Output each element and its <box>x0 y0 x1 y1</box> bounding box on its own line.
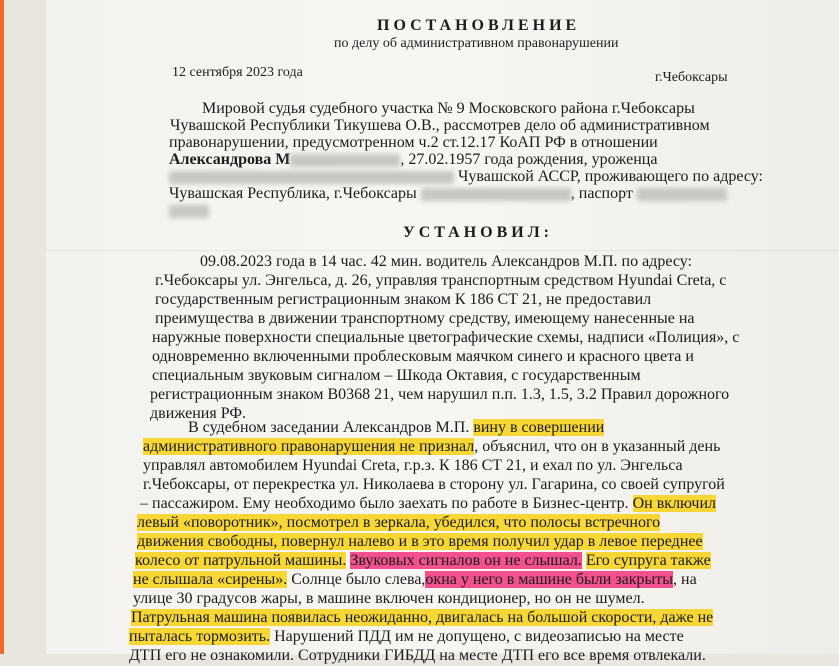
court-line: ДТП его не ознакомили. Сотрудники ГИБДД на месте ДТП его все время отвлекали. <box>129 647 706 664</box>
intro-line <box>169 184 727 204</box>
left-accent-bar <box>0 0 4 654</box>
highlight-yellow: левый «поворотник», посмотрел в зеркала, убедился, что полосы встречного <box>137 514 661 531</box>
court-line: улице 30 градусов жары, в машине включен кондиционер, но он не шумел. <box>133 590 645 607</box>
highlight-yellow: Он включил <box>632 495 716 512</box>
court-text: , объяснил, что он в указанный день <box>474 438 721 455</box>
body-line: движения РФ. <box>150 405 246 422</box>
document-city: г.Чебоксары <box>655 70 728 85</box>
document-title: ПОСТАНОВЛЕНИЕ <box>377 17 581 34</box>
address-region: Чувашская Республика, г.Чебоксары <box>169 185 417 202</box>
court-text: Солнце было слева, <box>291 571 426 588</box>
highlight-yellow: колесо от патрульной машины. <box>135 552 347 569</box>
document-subtitle: по делу об административном правонарушении <box>334 36 619 51</box>
document-date: 12 сентября 2023 года <box>172 65 303 80</box>
court-line <box>137 513 660 533</box>
highlight-pink: окна у него в машине были закрыты <box>425 571 674 588</box>
highlight-yellow: пыталась тормозить. <box>129 628 271 645</box>
redaction <box>421 188 571 201</box>
intro-line <box>169 201 209 221</box>
highlight-yellow: административного правонарушения не признал <box>143 438 475 455</box>
highlight-yellow: вину в совершении <box>473 419 605 436</box>
body-line: специальным звуковым сигналом – Шкода Октавия, с государственным <box>152 367 641 384</box>
body-line: государственным регистрационным знаком К 186 СТ 21, не предоставил <box>155 291 652 308</box>
page-shadow <box>46 250 839 251</box>
court-text: Нарушений ПДД им не допущено, с видеозаписью на месте <box>274 628 684 645</box>
section-title: УСТАНОВИЛ: <box>403 224 553 241</box>
court-line <box>143 437 720 457</box>
birth-region: Чувашской АССР, проживающего по адресу: <box>458 168 763 185</box>
passport-label: , паспорт <box>570 185 633 202</box>
court-text: В судебном заседании Александров М.П. <box>188 419 470 436</box>
redaction <box>169 205 209 218</box>
court-line <box>133 570 697 590</box>
body-line: 09.08.2023 года в 14 час. 42 мин. водитель Александров М.П. по адресу: <box>200 253 692 270</box>
intro-line: Мировой судья судебного участка № 9 Московского района г.Чебоксары <box>202 100 695 117</box>
court-line <box>129 627 684 647</box>
body-line: регистрационным знаком В0368 21, чем нарушил п.п. 1.3, 1.5, 3.2 Правил дорожного <box>150 386 730 403</box>
court-line: управлял автомобилем Hyundai Creta, г.р.з. К 186 СТ 21, и ехал по ул. Энгельса <box>143 457 683 474</box>
highlight-pink: Звуковых сигналов он не слышал. <box>350 552 582 569</box>
defendant-name: Александрова М <box>169 151 291 168</box>
body-line: одновременно включенными проблесковым маячком синего и красного цвета и <box>152 348 694 365</box>
highlight-yellow: Его супруга также <box>585 552 711 569</box>
court-line <box>131 608 713 628</box>
redaction <box>637 188 727 201</box>
court-line <box>135 551 711 571</box>
redaction <box>290 154 400 167</box>
body-line: наружные поверхности специальные цветографические схемы, надписи «Полиция», с <box>152 329 740 346</box>
court-line: г.Чебоксары, от перекрестка ул. Николаева в сторону ул. Гагарина, со своей супругой <box>143 476 725 493</box>
body-line: преимущества в движении транспортному средству, имеющему нанесенные на <box>155 310 695 327</box>
highlight-yellow: не слышала «сирены». <box>133 571 288 588</box>
birth-info: , 27.02.1957 года рождения, уроженца <box>400 151 658 168</box>
body-line: г.Чебоксары ул. Энгельса, д. 26, управляя транспортным средством Hyundai Creta, с <box>155 272 727 289</box>
intro-line: правонарушении, предусмотренном ч.2 ст.12.17 КоАП РФ в отношении <box>169 134 658 151</box>
redaction <box>169 171 454 184</box>
intro-line: Чувашской Республики Тикушева О.В., рассмотрев дело об административном <box>170 117 710 134</box>
court-line <box>188 418 604 438</box>
court-line <box>140 494 716 514</box>
court-line <box>137 532 703 552</box>
highlight-yellow: Патрульная машина появилась неожиданно, двигалась на большой скорости, даже не <box>131 609 714 626</box>
highlight-yellow: движения свободны, повернул налево и в это время получил удар в левое переднее <box>137 533 703 550</box>
court-text: – пассажиром. Ему необходимо было заехать по работе в Бизнес-центр. <box>140 495 629 512</box>
court-text: , на <box>673 571 697 588</box>
